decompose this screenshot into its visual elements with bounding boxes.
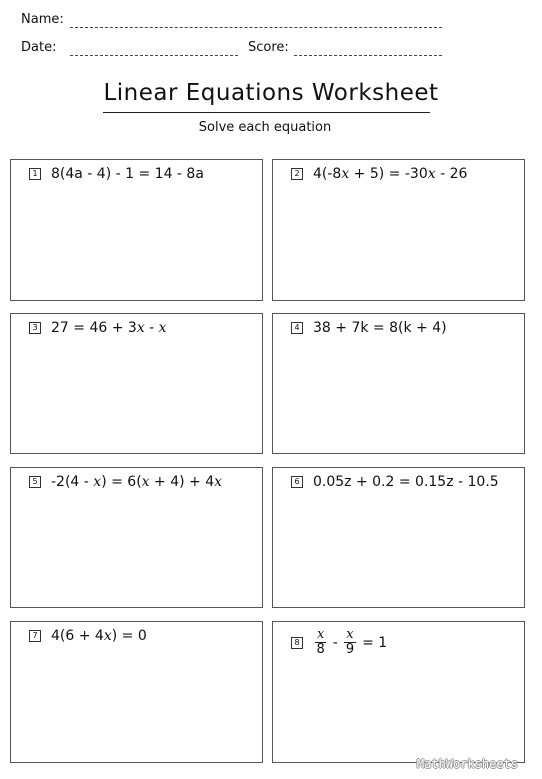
problem-equation: [313, 166, 467, 182]
date-label: Date:: [21, 40, 57, 55]
name-line[interactable]: [70, 27, 442, 28]
date-line[interactable]: [70, 55, 238, 56]
variable: x: [103, 628, 112, 644]
problem-number: 5: [29, 476, 41, 488]
variable: x: [141, 474, 150, 490]
problem-equation: [51, 474, 222, 490]
variable: x: [93, 474, 102, 490]
equation-text: + 4) + 4: [149, 474, 215, 490]
problem-equation: [313, 474, 499, 490]
equation-text: ) = 6(: [101, 474, 142, 490]
problem-box[interactable]: [272, 621, 525, 763]
variable: x: [158, 320, 167, 336]
problem-equation: [51, 166, 204, 182]
problem-equation: [51, 320, 167, 336]
subtitle: Solve each equation: [198, 120, 332, 135]
fraction-denominator: 8: [316, 642, 325, 657]
problem-equation: [51, 628, 147, 644]
operator: -: [328, 634, 343, 651]
equation-text: + 5) = -30: [349, 166, 428, 182]
problem-number: 8: [291, 637, 303, 649]
equation-text: -: [144, 320, 159, 336]
problem-box[interactable]: [10, 313, 263, 454]
problem-number: 4: [291, 322, 303, 334]
fraction: [315, 628, 326, 657]
equation-text: 27 = 46 + 3: [51, 320, 137, 336]
page-title: Linear Equations Worksheet: [103, 80, 439, 106]
problem-number: 3: [29, 322, 41, 334]
problem-equation: [313, 320, 447, 336]
equation-text: - 26: [435, 166, 468, 182]
fraction-numerator: x: [317, 627, 325, 642]
variable: x: [136, 320, 145, 336]
name-label: Name:: [21, 12, 64, 27]
problem-box[interactable]: [10, 467, 263, 608]
variable: x: [214, 474, 223, 490]
title-underline: [103, 112, 430, 113]
equation-text: ) = 0: [111, 628, 147, 644]
fraction: [344, 628, 355, 657]
fraction-numerator: x: [346, 627, 354, 642]
problem-box[interactable]: [272, 313, 525, 454]
problem-number: 6: [291, 476, 303, 488]
equation-text: 38 + 7k = 8(k + 4): [313, 320, 447, 336]
watermark-logo: MathWorksheets: [416, 757, 518, 771]
equation-text: 4(6 + 4: [51, 628, 104, 644]
equation-text: 4(-8: [313, 166, 342, 182]
problem-box[interactable]: [10, 621, 263, 763]
problem-box[interactable]: [272, 159, 525, 301]
score-line[interactable]: [294, 55, 442, 56]
problem-number: 2: [291, 168, 303, 180]
variable: x: [427, 166, 436, 182]
equation-text: -2(4 -: [51, 474, 94, 490]
equation-text: 0.05z + 0.2 = 0.15z - 10.5: [313, 474, 499, 490]
problem-box[interactable]: [10, 159, 263, 301]
problem-number: 7: [29, 630, 41, 642]
problem-number: 1: [29, 168, 41, 180]
variable: x: [341, 166, 350, 182]
equation-rhs: = 1: [357, 634, 388, 651]
fraction-denominator: 9: [345, 642, 355, 657]
problem-box[interactable]: [272, 467, 525, 608]
score-label: Score:: [248, 40, 289, 55]
equation-text: 8(4a - 4) - 1 = 14 - 8a: [51, 166, 204, 182]
